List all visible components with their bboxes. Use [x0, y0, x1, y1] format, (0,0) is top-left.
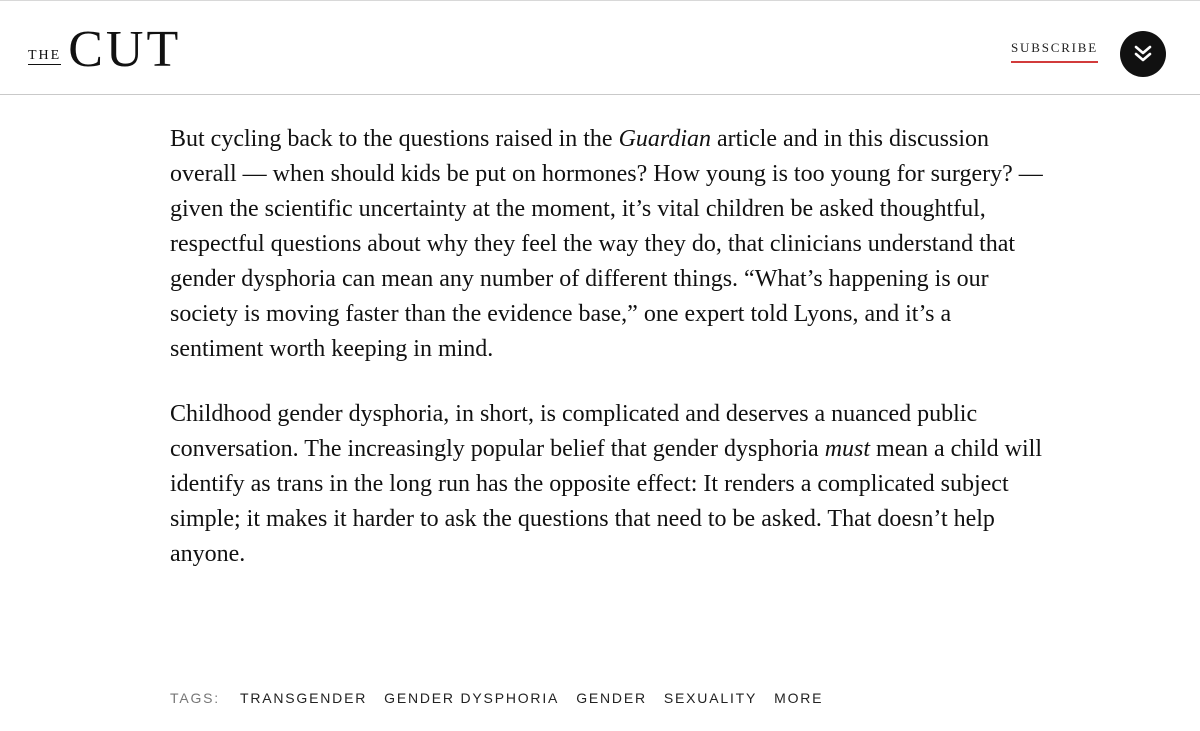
article-body [170, 122, 1050, 602]
publication-name: Guardian [618, 126, 712, 152]
paragraph-text: article and in this discussion overall — when should kids be put on hormones? How young is too young for surgery? — given the scientific uncertainty at the moment, it’s vital children be asked thoughtful, respectful questions about why they feel the way they do, that clinicians understand that gender dysphoria can mean any number of different things. “What’s happening is our society is moving faster than the evidence base,” one expert told Lyons, and it’s a sentiment worth keeping in mind. [170, 126, 1043, 362]
subscribe-link[interactable]: SUBSCRIBE [1011, 40, 1098, 63]
emphasis-text: must [824, 436, 871, 462]
paragraph-text: mean a child will identify as trans in the long run has the opposite effect: It renders a complicated subject simple; it makes it harder to ask the questions that need to be asked. That doesn’t help anyone. [170, 436, 1042, 567]
site-header [0, 0, 1200, 95]
tag-more[interactable]: MORE [774, 690, 824, 706]
article-tags [170, 690, 840, 706]
top-border [0, 0, 1200, 1]
tags-label: TAGS: [170, 690, 220, 706]
double-chevron-down-icon [1132, 43, 1154, 65]
logo-the-text: THE [28, 48, 62, 63]
tag-transgender[interactable]: TRANSGENDER [239, 690, 368, 706]
paragraph-text: But cycling back to the questions raised in the [170, 126, 619, 152]
logo-cut-text: CUT [68, 21, 182, 78]
the-cut-logo[interactable] [28, 21, 182, 78]
paragraph-text: Childhood gender dysphoria, in short, is complicated and deserves a nuanced public conversation. The increasingly popular belief that gender dysphoria [170, 401, 978, 462]
article-paragraph [170, 397, 1050, 572]
tag-gender-dysphoria[interactable]: GENDER DYSPHORIA [384, 690, 560, 706]
menu-button[interactable] [1120, 31, 1166, 77]
article-paragraph [170, 122, 1050, 367]
tag-sexuality[interactable]: SEXUALITY [663, 690, 758, 706]
tag-gender[interactable]: GENDER [576, 690, 647, 706]
